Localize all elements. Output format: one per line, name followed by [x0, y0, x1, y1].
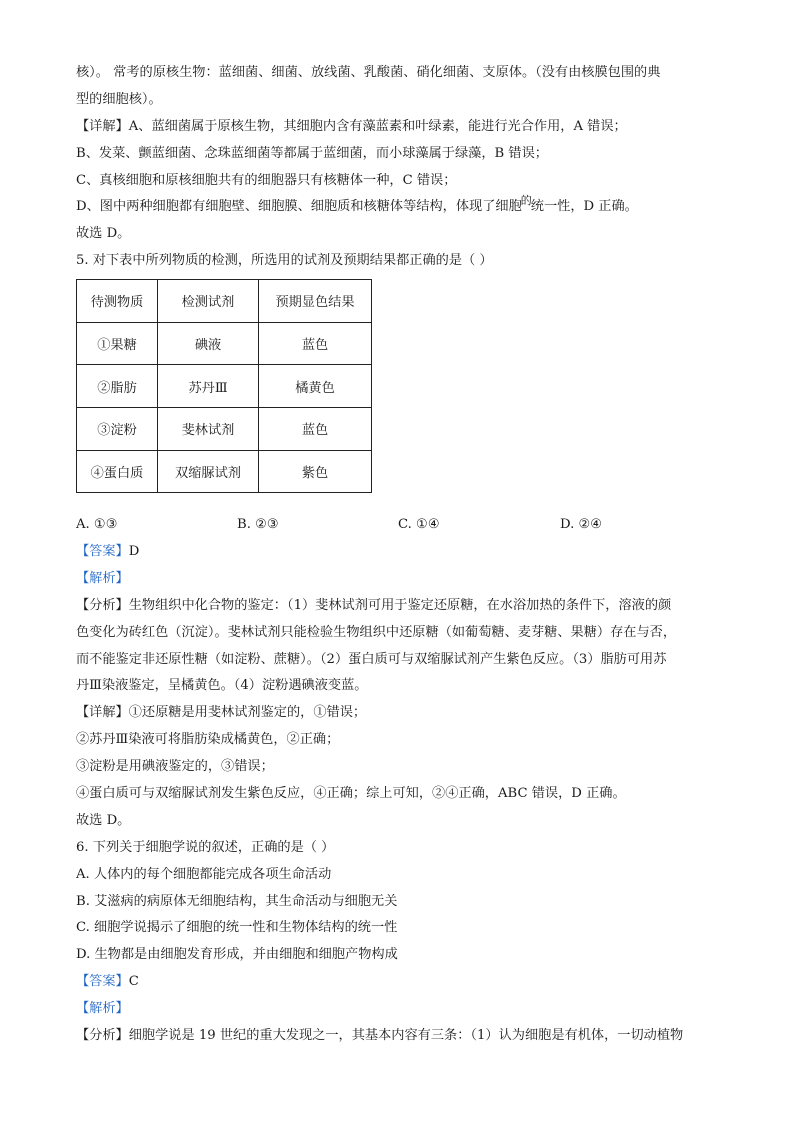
question-5-stem: 5. 对下表中所列物质的检测，所选用的试剂及预期结果都正确的是（ ） — [76, 253, 493, 269]
table-header-row — [77, 280, 372, 323]
table-cell: 碘液 — [158, 322, 259, 365]
analysis-tag: 【解析】 — [76, 1001, 129, 1017]
table-cell: 紫色 — [259, 450, 372, 493]
text-line: ④蛋白质可与双缩脲试剂发生紫色反应，④正确；综上可知，②④正确，ABC 错误，D 正确。 — [76, 786, 626, 801]
text-line: ②苏丹Ⅲ染液可将脂肪染成橘黄色，②正确； — [76, 732, 340, 748]
table-row — [77, 322, 372, 365]
table-cell: ②脂肪 — [77, 365, 158, 408]
text-line: 【分析】细胞学说是 19 世纪的重大发现之一，其基本内容有三条：（1）认为细胞是有机体，一切动植物 — [76, 1028, 684, 1044]
table-header-cell: 待测物质 — [77, 280, 158, 323]
table-cell: ①果糖 — [77, 322, 158, 365]
text-line: 色变化为砖红色（沉淀）。斐林试剂只能检验生物组织中还原糖（如葡萄糖、麦芽糖、果糖）存在与否， — [76, 624, 677, 640]
text-line: B、发菜、颤蓝细菌、念珠蓝细菌等都属于蓝细菌，而小球藻属于绿藻，B 错误； — [76, 145, 548, 161]
table-cell: 橘黄色 — [259, 365, 372, 408]
text-line: 丹Ⅲ染液鉴定，呈橘黄色。（4）淀粉遇碘液变蓝。 — [76, 678, 368, 694]
text-line-d — [76, 194, 736, 216]
table-cell: 斐林试剂 — [158, 407, 259, 450]
table-row — [77, 450, 372, 493]
document-page — [76, 64, 736, 1054]
answer-line — [76, 973, 736, 991]
answer-value: D — [128, 543, 140, 559]
question-6-option-c: C. 细胞学说揭示了细胞的统一性和生物体结构的统一性 — [76, 920, 398, 936]
text-line: 型的细胞核）。 — [76, 91, 162, 107]
answer-tag: 【答案】 — [76, 974, 129, 990]
question-6-option-b: B. 艾滋病的病原体无细胞结构，其生命活动与细胞无关 — [76, 893, 398, 909]
text-line: 故选 D。 — [76, 226, 131, 242]
raised-character: 的 — [520, 194, 532, 208]
text-line: 故选 D。 — [76, 812, 131, 828]
text-line: C、真核细胞和原核细胞共有的细胞器只有核糖体一种，C 错误； — [76, 172, 457, 188]
text-line: ③淀粉是用碘液鉴定的，③错误； — [76, 759, 274, 775]
text-fragment: 统一性，D 正确。 — [530, 199, 638, 215]
table-header-cell: 检测试剂 — [158, 280, 259, 323]
text-fragment: D、图中两种细胞都有细胞壁、细胞膜、细胞质和核糖体等结构，体现了细胞 — [76, 199, 522, 215]
table-row — [77, 407, 372, 450]
table-cell: 苏丹Ⅲ — [158, 365, 259, 408]
question-6-option-d: D. 生物都是由细胞发育形成，并由细胞和细胞产物构成 — [76, 947, 398, 963]
question-6-stem: 6. 下列关于细胞学说的叙述，正确的是（ ） — [76, 839, 335, 855]
answer-value: C — [128, 974, 139, 990]
option-b: B. ②③ — [237, 517, 279, 533]
option-a: A. ①③ — [76, 517, 118, 533]
answer-line — [76, 543, 736, 561]
text-line: 核）。 常考的原核生物：蓝细菌、细菌、放线菌、乳酸菌、硝化细菌、支原体。（没有由核膜包围的典 — [76, 65, 661, 80]
text-line: 【详解】①还原糖是用斐林试剂鉴定的，①错误； — [76, 705, 367, 721]
text-line: 而不能鉴定非还原性糖（如淀粉、蔗糖）。（2）蛋白质可与双缩脲试剂产生紫色反应。（3）脂肪可用苏 — [76, 651, 667, 667]
answer-tag: 【答案】 — [76, 543, 129, 559]
text-line: 【分析】生物组织中化合物的鉴定：（1）斐林试剂可用于鉴定还原糖，在水浴加热的条件下，溶液的颜 — [76, 597, 672, 613]
table-cell: ④蛋白质 — [77, 450, 158, 493]
detection-table — [76, 279, 372, 493]
analysis-tag: 【解析】 — [76, 570, 129, 586]
option-d: D. ②④ — [560, 517, 603, 533]
table-cell: 蓝色 — [259, 322, 372, 365]
text-line: 【详解】A、蓝细菌属于原核生物，其细胞内含有藻蓝素和叶绿素，能进行光合作用，A 错误； — [76, 118, 627, 134]
table-header-cell: 预期显色结果 — [259, 280, 372, 323]
option-c: C. ①④ — [398, 517, 440, 533]
question-6-option-a: A. 人体内的每个细胞都能完成各项生命活动 — [76, 866, 332, 882]
question-5-options — [76, 516, 736, 534]
table-cell: 蓝色 — [259, 407, 372, 450]
table-row — [77, 365, 372, 408]
table-cell: ③淀粉 — [77, 407, 158, 450]
table-cell: 双缩脲试剂 — [158, 450, 259, 493]
